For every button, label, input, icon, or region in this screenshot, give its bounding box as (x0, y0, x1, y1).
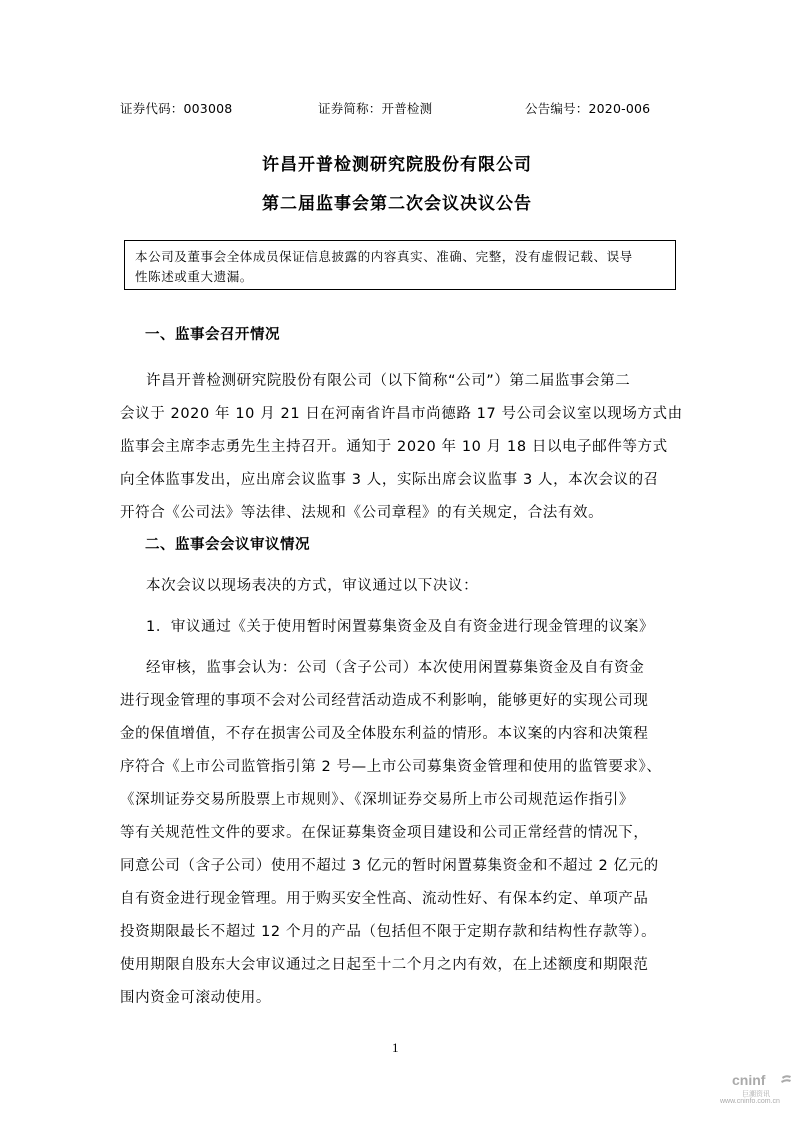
watermark-brand: cninf (732, 1072, 766, 1088)
page-number: 1 (392, 1040, 399, 1055)
paragraph-line: 会议于 2020 年 10 月 21 日在河南省许昌市尚德路 17 号公司会议室以现场方式由 (120, 406, 683, 422)
paragraph-line: 《深圳证券交易所股票上市规则》、《深圳证券交易所上市公司规范运作指引》 (120, 792, 634, 808)
paragraph-line: 向全体监事发出，应出席会议监事 3 人，实际出席会议监事 3 人，本次会议的召 (120, 472, 659, 488)
notice-number: 公告编号：2020-006 (525, 101, 651, 116)
paragraph-line: 经审核，监事会认为：公司（含子公司）本次使用闲置募集资金及自有资金 (146, 660, 645, 676)
announcement-title: 第二届监事会第二次会议决议公告 (262, 194, 532, 214)
paragraph-line: 等有关规范性文件的要求。在保证募集资金项目建设和公司正常经营的情况下， (120, 825, 649, 841)
section-heading-2: 二、监事会会议审议情况 (145, 537, 310, 553)
cninfo-watermark (720, 1072, 794, 1112)
paragraph-line: 进行现金管理的事项不会对公司经营活动造成不利影响，能够更好的实现公司现 (120, 693, 649, 709)
paragraph-line: 序符合《上市公司监管指引第 2 号—上市公司募集资金管理和使用的监管要求》、 (120, 759, 662, 775)
section-heading-1: 一、监事会召开情况 (145, 327, 280, 343)
cninfo-logo-icon (780, 1074, 792, 1086)
watermark-brand-cn: 巨潮资讯 (742, 1090, 770, 1098)
paragraph-line: 开符合《公司法》等法律、法规和《公司章程》的有关规定，合法有效。 (120, 505, 604, 521)
paragraph-line: 同意公司（含子公司）使用不超过 3 亿元的暂时闲置募集资金和不超过 2 亿元的 (120, 858, 659, 874)
paragraph-line: 许昌开普检测研究院股份有限公司（以下简称“公司”）第二届监事会第二 (146, 373, 631, 389)
paragraph-line: 自有资金进行现金管理。用于购买安全性高、流动性好、有保本约定、单项产品 (120, 891, 649, 907)
paragraph-line: 围内资金可滚动使用。 (120, 990, 271, 1006)
disclaimer-line: 性陈述或重大遗漏。 (135, 269, 253, 284)
paragraph-line: 监事会主席李志勇先生主持召开。通知于 2020 年 10 月 18 日以电子邮件等方式 (120, 439, 668, 455)
paragraph-line: 使用期限自股东大会审议通过之日起至十二个月之内有效，在上述额度和期限范 (120, 957, 649, 973)
section2-intro: 本次会议以现场表决的方式，审议通过以下决议： (146, 578, 479, 594)
company-title: 许昌开普检测研究院股份有限公司 (262, 155, 532, 175)
stock-name: 证券简称：开普检测 (318, 101, 433, 116)
paragraph-line: 投资期限最长不超过 12 个月的产品（包括但不限于定期存款和结构性存款等）。 (120, 924, 657, 940)
resolution-item-1-title: 1．审议通过《关于使用暂时闲置募集资金及自有资金进行现金管理的议案》 (146, 619, 655, 635)
stock-code: 证券代码：003008 (120, 101, 233, 116)
disclaimer-box (124, 240, 676, 290)
disclaimer-line: 本公司及董事会全体成员保证信息披露的内容真实、准确、完整，没有虚假记载、误导 (135, 249, 633, 264)
paragraph-line: 金的保值增值，不存在损害公司及全体股东利益的情形。本议案的内容和决策程 (120, 726, 649, 742)
watermark-url: www.cninfo.com.cn (720, 1098, 780, 1105)
